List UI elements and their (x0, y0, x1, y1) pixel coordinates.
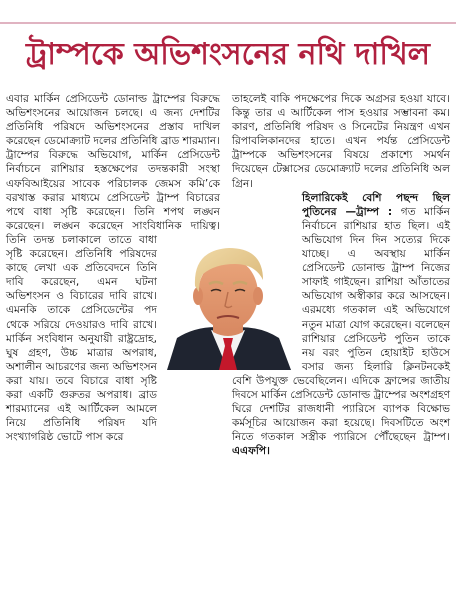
portrait-photo (159, 234, 297, 370)
portrait-illustration (159, 234, 297, 370)
headline: ট্রাম্পকে অভিশংসনের নথি দাখিল (25, 37, 430, 72)
right-column-rest: গত মার্কিন নির্বাচনে রাশিয়ার হাত ছিল। এই অভিযোগ দিন দিন সত্যের দিকে যাচ্ছে। এ অবস্থায় মার্কিন প্রেসিডেন্ট ডোনাল্ড ট্রাম্প নিজের সাফাই গাইছেন। রাশিয়া আঁতাতের অভিযোগ অস্বীকার করে আসছেন। এরমধ্যে গতকাল এই অভিযোগে নতুন মাত্রা যোগ করেছেন। বলেছেন রাশিয়ার প্রেসিডেন্ট পুতিন তাকে নয় বরং পুতিন হোয়াইট হাউসে বসার জন্য হিলারি ক্লিনটনকেই বেশি উপযুক্ত ভেবেছিলেন। এদিকে ফ্রান্সের জাতীয় দিবসে মার্কিন প্রেসিডেন্ট ডোনাল্ড ট্রাম্পের অংশগ্রহণ ঘিরে দেশটির রাজধানী প্যারিসে ব্যাপক বিক্ষোভ কর্মসূচির আয়োজন করা হয়েছে। দিবসটিতে অংশ নিতে গতকাল সস্ত্রীক প্যারিসে পৌঁছেছেন ট্রাম্প। (232, 205, 450, 444)
subhead: হিলারিকেই বেশি পছন্দ ছিল পুতিনের —ট্রাম্প : (302, 191, 450, 218)
right-column-intro: তাহলেই বাকি পদক্ষেপের দিকে অগ্রসর হওয়া যাবে। কিন্তু তার এ আর্টিকেল পাস হওয়ার সম্ভাবনা কম। কারণ, প্রতিনিধি পরিষদ ও সিনেটের নিয়ন্ত্রণ এখন রিপাবলিকানদের হাতে। এখন পর্যন্ত প্রেসিডেন্ট ট্রাম্পকে অভিশংসনের বিষয়ে প্রকাশ্যে সমর্থন দিয়েছেন টেক্সাসের ডেমোক্র্যাট দলের প্রতিনিধি অল গ্রিন। (232, 93, 450, 190)
left-column-text: এবার মার্কিন প্রেসিডেন্ট ডোনাল্ড ট্রাম্পের বিরুদ্ধে অভিশংসনের আয়োজন চলছে। এ জন্য দেশটির প্রতিনিধি পরিষদে অভিশংসনের প্রস্তাব দাখিল করেছেন ডেমোক্র্যাট দলের প্রতিনিধি ব্রাড শারম্যান। ট্রাম্পের বিরুদ্ধে অভিযোগ, মার্কিন প্রেসিডেন্ট নির্বাচনে রাশিয়ার হস্তক্ষেপের তদন্তকারী সংস্থা এফবিআইয়ের সাবেক পরিচালক জেমস কমি’কে বরখাস্ত করার মাধ্যমে প্রেসিডেন্ট ট্রাম্প বিচারের পথে বাধা সৃষ্টি করেছেন। তিনি শপথ লঙ্ঘন করেছেন। লঙ্ঘন করেছেন সাংবিধানিক দায়িত্ব। তিনি তদন্ত চলাকালে তাতে বাধা সৃষ্টি করেছেন। প্রতিনিধি পরিষদের কাছে লেখা এক প্রতিবেদনে তিনি দাবি করেছেন, এমন ঘটনা অভিশংসন ও বিচারের দাবি রাখে। এমনকি তাকে প্রেসিডেন্টের পদ থেকে সরিয়ে দেওয়ারও দাবি রাখে। মার্কিন সংবিধান অনুযায়ী রাষ্ট্রদ্রোহ, ঘুষ গ্রহণ, উচ্চ মাত্রার অপরাধ, অশালীন আচরণের জন্য অভিশংসন করা যায়। তবে বিচারে বাধা সৃষ্টি করা একটি গুরুতর অপরাধ। ব্রাড শারম্যানের এই আর্টিকেল আমলে নিয়ে প্রতিনিধি পরিষদ যদি সংখ্যাগরিষ্ঠ ভোটে পাস করে (6, 93, 220, 444)
top-divider (0, 22, 456, 24)
agency-credit: এএফপি। (232, 445, 270, 458)
